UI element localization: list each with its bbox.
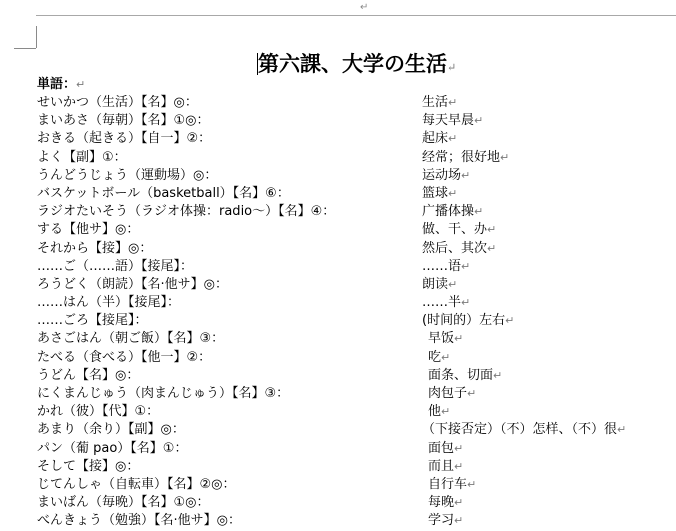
vocab-meaning (422, 112, 483, 130)
paragraph-mark: ↵ (448, 132, 458, 146)
paragraph-mark: ↵ (461, 296, 471, 310)
vocab-row[interactable] (0, 476, 676, 494)
vocab-meaning-text: 篮球 (422, 185, 449, 201)
paragraph-mark: ↵ (474, 205, 484, 219)
vocab-reading: ラジオたいそう（ラジオ体操：radio～）【名】④： (37, 204, 336, 220)
vocab-meaning (422, 167, 470, 185)
vocab-meaning (422, 240, 496, 258)
paragraph-mark: ↵ (487, 223, 497, 237)
vocab-row[interactable] (0, 312, 676, 330)
vocab-meaning-text: （下接否定）（不）怎样、（不）很 (422, 422, 618, 438)
vocab-reading: じてんしゃ（自転車）【名】②◎： (37, 476, 236, 492)
paragraph-mark: ↵ (441, 350, 451, 364)
vocab-meaning (422, 203, 483, 221)
vocab-row[interactable] (0, 349, 676, 367)
vocab-meaning-text: 学习 (428, 513, 455, 529)
vocab-meaning (428, 440, 463, 458)
vocab-meaning (422, 94, 457, 112)
vocab-row[interactable] (0, 258, 676, 276)
vocab-reading: うどん【名】◎： (37, 367, 140, 383)
vocab-meaning-text: (时间的）左右 (422, 313, 506, 329)
paragraph-mark: ↵ (500, 150, 510, 164)
vocab-reading: ろうどく（朗読）【名·他サ】◎： (37, 276, 228, 292)
vocab-meaning (422, 221, 496, 239)
vocab-row[interactable] (0, 512, 676, 530)
vocab-reading: かれ（彼）【代】①： (37, 404, 160, 420)
vocab-reading: おきる（起きる）【自一】②： (37, 131, 212, 147)
vocab-reading: まいあさ（毎朝）【名】①◎： (37, 113, 210, 129)
vocab-reading: まいばん（毎晩）【名】①◎： (37, 495, 210, 511)
vocab-list (0, 94, 676, 531)
vocab-meaning (422, 130, 457, 148)
vocab-row[interactable] (0, 421, 676, 439)
vocab-reading: あまり（余り）【副】◎： (37, 422, 185, 438)
paragraph-mark: ↵ (454, 496, 464, 510)
paragraph-mark: ↵ (467, 477, 477, 491)
vocab-reading: にくまんじゅう（肉まんじゅう）【名】③： (37, 386, 290, 401)
vocab-heading[interactable] (37, 77, 85, 93)
vocab-reading: バスケットボール（basketball）【名】⑥： (37, 185, 290, 201)
paragraph-mark: ↵ (461, 168, 471, 182)
paragraph-mark: ↵ (487, 241, 497, 255)
vocab-meaning (422, 276, 457, 294)
vocab-row[interactable] (0, 240, 676, 258)
vocab-row[interactable] (0, 403, 676, 421)
paragraph-mark: ↵ (441, 405, 451, 419)
vocab-meaning (422, 149, 509, 167)
vocab-meaning (428, 476, 476, 494)
vocab-meaning-text: 他 (428, 404, 442, 420)
vocab-meaning (428, 385, 476, 403)
vocab-reading: そして【接】◎： (37, 458, 140, 474)
vocab-reading: それから【接】◎： (37, 240, 153, 256)
vocab-row[interactable] (0, 494, 676, 512)
page-title[interactable] (258, 50, 456, 82)
vocab-reading: ……ご（……語）【接尾】： (37, 258, 194, 274)
vocab-row[interactable] (0, 458, 676, 476)
vocab-row[interactable] (0, 385, 676, 403)
vocab-meaning-text: 生活 (422, 95, 449, 110)
paragraph-mark: ↵ (448, 277, 458, 291)
vocab-meaning-text: 早饭 (428, 331, 455, 347)
paragraph-mark: ↵ (467, 387, 477, 400)
vocab-meaning (422, 258, 470, 276)
vocab-reading: せいかつ（生活）【名】◎： (37, 95, 198, 110)
vocab-row[interactable] (0, 440, 676, 458)
vocab-heading-text: 単語： (37, 77, 77, 92)
vocab-row[interactable] (0, 294, 676, 312)
vocab-meaning (428, 494, 463, 512)
vocab-meaning (428, 403, 450, 421)
vocab-row[interactable] (0, 167, 676, 185)
vocab-meaning-text: 而且 (428, 458, 455, 474)
vocab-meaning (428, 458, 463, 476)
paragraph-mark: ↵ (474, 114, 484, 128)
vocab-meaning-text: 做、干、办 (422, 222, 488, 238)
page-top-marker: ↵ (360, 2, 369, 13)
vocab-meaning-text: 广播体操 (422, 204, 475, 220)
vocab-meaning-text: 朗读 (422, 276, 449, 292)
vocab-meaning-text: 肉包子 (428, 386, 468, 401)
paragraph-mark: ↵ (454, 332, 464, 346)
vocab-meaning-text: 吃 (428, 349, 442, 365)
vocab-meaning (428, 349, 450, 367)
paragraph-mark: ↵ (461, 259, 471, 273)
paragraph-mark: ↵ (454, 441, 464, 455)
vocab-reading: よく【副】①： (37, 149, 127, 165)
paragraph-mark: ↵ (454, 459, 464, 473)
vocab-meaning-text: ……半 (422, 295, 462, 311)
vocab-meaning (428, 330, 463, 348)
vocab-meaning-text: 自行车 (428, 476, 468, 492)
vocab-row[interactable] (0, 221, 676, 239)
paragraph-mark: ↵ (505, 314, 515, 328)
paragraph-mark: ↵ (448, 96, 458, 109)
vocab-row[interactable] (0, 330, 676, 348)
paragraph-mark: ↵ (76, 78, 86, 91)
vocab-row[interactable] (0, 276, 676, 294)
vocab-meaning-text: 然后、其次 (422, 240, 488, 256)
paragraph-mark: ↵ (454, 514, 464, 528)
vocab-reading: たべる（食べる）【他一】②： (37, 349, 212, 365)
paragraph-mark: ↵ (447, 61, 457, 74)
margin-corner-vertical (36, 26, 37, 48)
vocab-row[interactable] (0, 149, 676, 167)
title-text: 第六課、大学の生活 (258, 51, 447, 76)
vocab-meaning (428, 367, 502, 385)
vocab-reading: ……はん（半）【接尾】： (37, 295, 181, 311)
vocab-meaning-text: 面包 (428, 440, 455, 456)
paragraph-mark: ↵ (617, 423, 627, 437)
vocab-meaning-text: 每天早晨 (422, 113, 475, 129)
vocab-row[interactable] (0, 94, 676, 112)
vocab-row[interactable] (0, 367, 676, 385)
vocab-meaning (422, 185, 457, 203)
paragraph-mark: ↵ (493, 368, 503, 382)
vocab-meaning-text: 每晚 (428, 495, 455, 511)
vocab-reading: べんきょう（勉強）【名·他サ】◎： (37, 513, 241, 529)
vocab-meaning (422, 421, 626, 439)
header-rule (36, 15, 676, 16)
vocab-row[interactable] (0, 112, 676, 130)
vocab-reading: パン（葡 pao）【名】①： (37, 440, 188, 456)
vocab-meaning-text: 面条、切面 (428, 367, 494, 383)
vocab-meaning-text: 运动场 (422, 167, 462, 183)
vocab-row[interactable] (0, 130, 676, 148)
margin-corner-horizontal (14, 48, 36, 49)
vocab-reading: うんどうじょう（運動場）◎： (37, 167, 218, 183)
vocab-meaning (422, 312, 514, 330)
paragraph-mark: ↵ (448, 186, 458, 200)
vocab-row[interactable] (0, 203, 676, 221)
vocab-row[interactable] (0, 185, 676, 203)
vocab-meaning (422, 294, 470, 312)
vocab-meaning-text: ……语 (422, 258, 462, 274)
vocab-reading: ……ごろ【接尾】： (37, 313, 148, 329)
vocab-reading: あさごはん（朝ご飯）【名】③： (37, 331, 225, 347)
vocab-reading: する【他サ】◎： (37, 222, 140, 238)
vocab-meaning-text: 起床 (422, 131, 449, 147)
vocab-meaning-text: 经常；很好地 (422, 149, 501, 165)
vocab-meaning (428, 512, 463, 530)
